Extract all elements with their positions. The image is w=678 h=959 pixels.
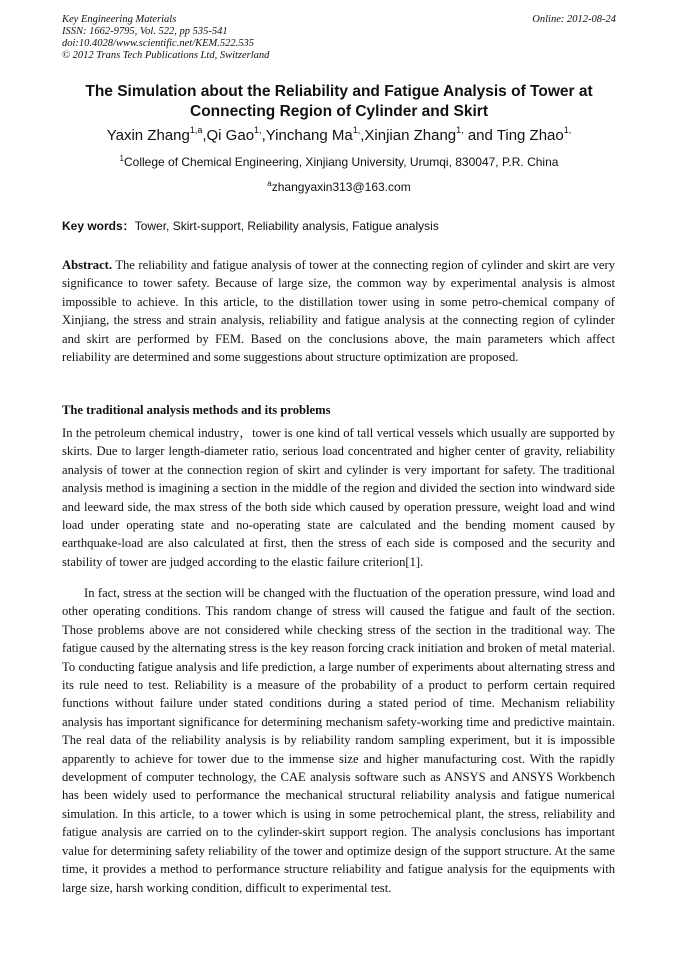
- issn-line: ISSN: 1662-9795, Vol. 522, pp 535-541: [62, 26, 228, 37]
- abstract-text: The reliability and fatigue analysis of tower at the connecting region of cylinder and skirt are very significance to tower safety. Because of large size, the common way by experimental analysis is almost impossible to achieve. In this article, to the distillation tower using in some petro-chemical company of Xinjiang, the stress and strain analysis, reliability and fatigue analysis at the connecting region of cylinder and skirt are performed by FEM. Based on the conclusions above, the main parameters which affect reliability are determined and some suggestions about structure optimization are proposed.: [62, 258, 616, 365]
- author-name: Ting Zhao: [496, 127, 564, 144]
- journal-name: Key Engineering Materials: [62, 14, 177, 25]
- email-mark: a: [267, 179, 272, 188]
- online-date: Online: 2012-08-24: [532, 14, 616, 25]
- author-affiliation-mark: 1,: [254, 125, 262, 135]
- author-affiliation-mark: 1,: [352, 125, 361, 135]
- author-separator: ,: [202, 127, 207, 144]
- author-name: Xinjian Zhang: [364, 127, 457, 144]
- keywords-label: Key words：: [62, 219, 135, 233]
- copyright-line: © 2012 Trans Tech Publications Ltd, Switzerland: [62, 50, 270, 61]
- section-heading: The traditional analysis methods and its problems: [62, 403, 331, 417]
- author-name: Yaxin Zhang: [106, 127, 190, 144]
- keywords: [62, 219, 622, 234]
- author-name: Yinchang Ma: [265, 127, 353, 144]
- author-separator: ,: [360, 127, 365, 144]
- keywords-text: Tower, Skirt-support, Reliability analysis, Fatigue analysis: [134, 219, 439, 233]
- body-paragraph: In fact, stress at the section will be changed with the fluctuation of the operation pressure, wind load and other operating conditions. This random change of stress will caused the fatigue and fault of the section. Those problems above are not considered while checking stress of the section in the traditional way. The fatigue caused by the alternating stress is the key reason forcing crack initiation and broken of metal material. To conducting fatigue analysis and life prediction, a large number of experiments about alternating stress and its rule need to test. Reliability is a measure of the probability of a product to perform certain required functions without failure under stated conditions during a stated period of time. Mechanism reliability analysis has important significance for determining mechanism safety-working time and predictive maintain. The real data of the reliability analysis is by reliability random sampling experiment, but it is impossible apparently to achieve for tower due to the immense size and higher manufacturing cost. With the rapidly development of computer technology, the CAE analysis software such as ANSYS and ANSYS Workbench has been widely used to performance the mechanical structural reliability analysis and fatigue numerical simulation. In this article, to a tower which is using in some petrochemical plant, the stress, reliability and fatigue analysis are carried on to the cylinder-skirt support region. The analysis conclusions has important value for determining safety reliability of the tower and optimize design of the support structure. At the same time, it provides a method to performance structure reliability and fatigue analysis for the equipments with large size, harsh working condition, difficult to experimental test.: [62, 586, 615, 895]
- author-affiliation-mark: 1,: [456, 125, 464, 135]
- author-affiliation-mark: 1,a: [189, 125, 203, 135]
- affiliation-text: College of Chemical Engineering, Xinjiang University, Urumqi, 830047, P.R. China: [124, 155, 559, 169]
- doi-line: doi:10.4028/www.scientific.net/KEM.522.535: [62, 38, 254, 49]
- affiliation-mark: 1: [119, 154, 124, 163]
- abstract-label: Abstract.: [62, 258, 113, 272]
- paper-title: The Simulation about the Reliability and Fatigue Analysis of Tower at Connecting Region of Cylinder and Skirt: [85, 83, 593, 120]
- author-name: Qi Gao: [206, 127, 255, 144]
- author-separator: and: [463, 127, 497, 144]
- email-text: zhangyaxin313@163.com: [271, 180, 411, 194]
- body-paragraph: In the petroleum chemical industry，tower is one kind of tall vertical vessels which usually are supported by skirts. Due to larger length-diameter ratio, serious load concentrated and higher center of gravity, reliability analysis of tower at the connection region of skirt and cylinder is very important for safety. The traditional analysis method is imagining a section in the middle of the region and divided the section into windward side and leeward side, the max stress of the both side which caused by operation pressure, weight load and wind load under operating state and no-operating state are calculated and the bending moment caused by earthquake-load are also calculated at first, then the stress of each side is composed and the security and stability of tower are judged according to the elastic failure criterion[1].: [62, 426, 615, 569]
- author-list: [40, 127, 638, 145]
- author-affiliation-mark: 1,: [563, 125, 572, 135]
- journal-header: [62, 14, 616, 62]
- affiliation: [40, 155, 638, 170]
- abstract: [62, 256, 615, 366]
- author-email: [40, 180, 638, 195]
- author-separator: ,: [261, 127, 266, 144]
